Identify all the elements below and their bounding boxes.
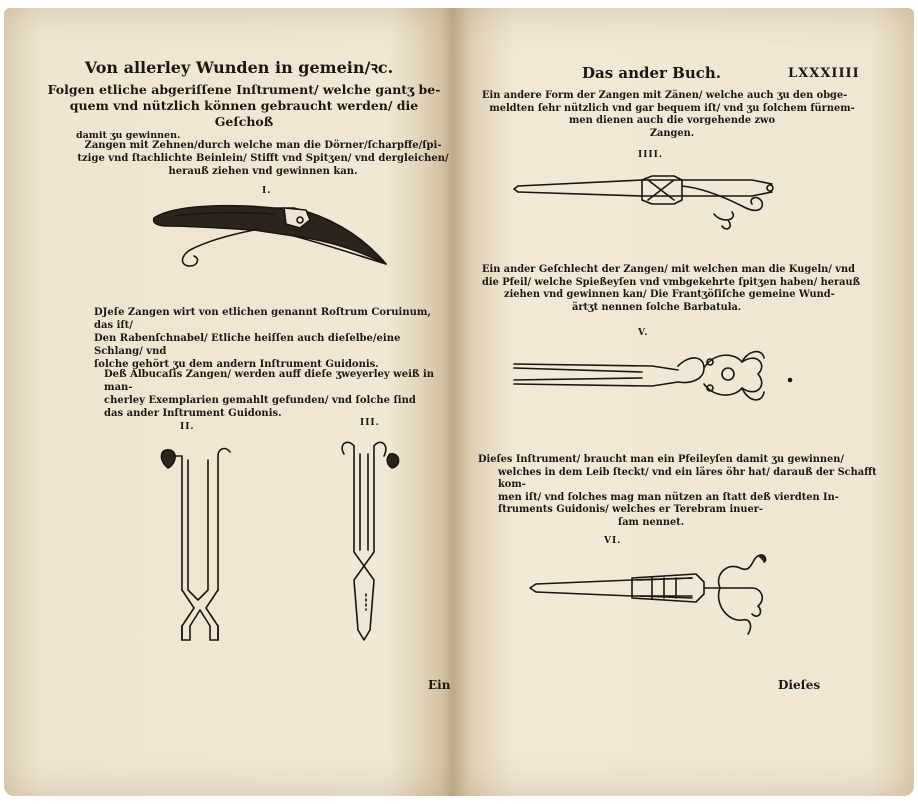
heading-line: cherley Exemplarien gemahlt gefunden/ vnd ſolche ſind [104, 395, 416, 406]
text-line: ſtruments Guidonis/ welches er Terebram inuer- [498, 504, 763, 515]
text-line: ärtʒt nennen ſolche Barbatula. [572, 301, 742, 313]
right-running-head: Das ander Buch. [582, 64, 722, 82]
text-line: DJeſe Zangen wirt von etlichen genannt Roſtrum Coruinum, das iſt/ [94, 307, 431, 331]
text-line: Zangen. [649, 127, 695, 139]
text-line: welches in dem Leib ſteckt/ vnd ein läres öhr hat/ darauß der Schafft kom- [498, 466, 877, 490]
text-line: Dieſes Inſtrument/ braucht man ein Pfeileyſen damit ʒu gewinnen/ [478, 454, 844, 465]
heading-line: das ander Inſtrument Guidonis. [104, 408, 282, 419]
heading-line: Deß Albucaſis Zangen/ werden auff dieſe ʒweyerley weiß in man- [104, 369, 435, 393]
text-line: Ein ander Geſchlecht der Zangen/ mit welchen man die Kugeln/ vnd [482, 264, 855, 275]
right-page [452, 8, 914, 796]
left-section1-heading [68, 139, 458, 178]
figure-label-VI: VI. [604, 536, 622, 546]
figure-label-II: II. [180, 422, 195, 432]
text-line: meldten ſehr nützlich vnd gar bequem iſt/ vnd ʒu ſolchem fürnem- [489, 102, 855, 114]
left-running-head: Von allerley Wunden in gemein/ꝛc. [84, 58, 394, 77]
toothed-forceps-IIII-illustration [452, 166, 914, 236]
text-line: ſolche gehört ʒu dem andern Inſtrument Guidonis. [94, 359, 379, 370]
text-line: ſam nennet. [618, 516, 685, 528]
intro-line: quem vnd nützlich können gebraucht werden/ die Geſchoß [69, 98, 419, 129]
left-page [4, 8, 456, 796]
text-line: die Pfeil/ welche Spießeyſen vnd vmbgekehrte ſpitʒen haben/ herauß [482, 276, 861, 288]
figure-label-IIII: IIII. [638, 150, 663, 160]
heading-line: herauß ziehen vnd gewinnen kan. [168, 166, 358, 177]
heading-line: tzige vnd ſtachlichte Beinlein/ Stifft vnd Spitʒen/ vnd dergleichen/ [77, 153, 449, 164]
heading-line: Zangen mit Zehnen/durch welche man die Dörner/ſcharpffe/ſpi- [84, 140, 442, 151]
figure-label-III: III. [360, 418, 380, 428]
right-section1-text [482, 90, 862, 140]
right-section3-text [478, 454, 898, 529]
folio-number: LXXXIIII [788, 66, 860, 81]
albucasis-forceps-II-illustration [154, 440, 234, 660]
arrow-extractor-VI-illustration [452, 548, 914, 648]
figure-label-V: V. [638, 328, 649, 338]
intro-line: damit ʒu gewinnen. [76, 130, 181, 141]
raven-beak-forceps-illustration [4, 198, 456, 298]
intro-line: Folgen etliche abgeriſſene Inſtrument/ welche gantʒ be- [47, 82, 441, 97]
text-line: Ein andere Form der Zangen mit Zänen/ welche auch ʒu den obge- [482, 90, 848, 101]
text-line: men iſt/ vnd ſolches mag man nützen an ſtatt deß vierdten In- [498, 491, 839, 503]
left-catchword: Ein [428, 678, 451, 692]
right-section2-text [482, 264, 892, 314]
left-section2-heading [104, 368, 454, 420]
albucasis-forceps-III-illustration [334, 434, 414, 654]
text-line: ziehen vnd gewinnen kan/ Die Frantʒöſiſche gemeine Wund- [504, 289, 835, 300]
figure-label-I: I. [262, 186, 272, 196]
left-intro [44, 82, 444, 142]
right-catchword: Dieſes [778, 678, 821, 692]
text-line: Den Rabenſchnabel/ Etliche heiſſen auch dieſelbe/eine Schlang/ vnd [94, 333, 401, 357]
text-line: men dienen auch die vorgehende zwo [569, 115, 775, 126]
left-section1-text [94, 306, 452, 371]
barbatula-forceps-V-illustration [452, 344, 914, 434]
